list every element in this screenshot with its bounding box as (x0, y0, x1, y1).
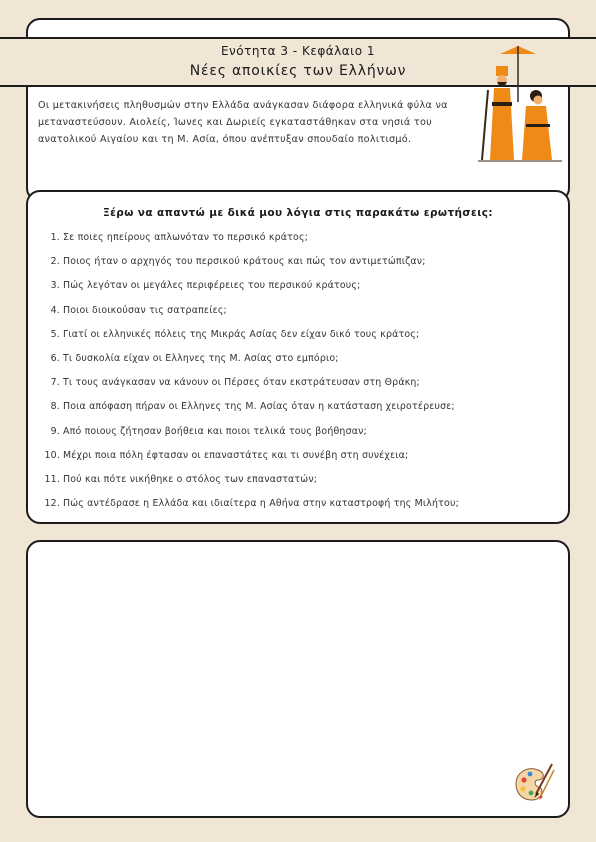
questions-list (40, 232, 560, 522)
question-item: 8. Ποια απόφαση πήραν οι Ελληνες της Μ. Ασίας όταν η κατάσταση χειροτέρευσε; (50, 401, 455, 413)
question-item: 4. Ποιοι διοικούσαν τις σατραπείες; (50, 304, 227, 316)
questions-heading: Ξέρω να απαντώ με δικά μου λόγια στις παρακάτω ερωτήσεις: (103, 207, 493, 219)
question-item: 1. Σε ποιες ηπείρους απλωνόταν το περσικό κράτος; (50, 232, 309, 243)
question-item: 11. Πού και πότε νικήθηκε ο στόλος των επαναστατών; (44, 473, 318, 485)
question-item: 9. Από ποιους ζήτησαν βοήθεια και ποιοι τελικά τους βοήθησαν; (50, 425, 367, 437)
answer-area-card[interactable] (26, 540, 570, 818)
question-item: 7. Τι τους ανάγκασαν να κάνουν οι Πέρσες όταν εκστράτευσαν στη Θράκη; (50, 377, 420, 389)
question-item: 2. Ποιος ήταν ο αρχηγός του περσικού κράτους και πώς τον αντιμετώπιζαν; (50, 256, 426, 268)
question-item: 5. Γιατί οι ελληνικές πόλεις της Μικράς Ασίας δεν είχαν δικό τους κράτος; (50, 328, 420, 340)
question-item: 3. Πώς λεγόταν οι μεγάλες περιφέρειες του περσικού κράτους; (50, 280, 361, 292)
page-title: Νέες αποικίες των Ελλήνων (189, 63, 407, 79)
intro-paragraph: Οι μετακινήσεις πληθυσμών στην Ελλάδα ανάγκασαν διάφορα ελληνικά φύλα να μεταναστεύσουν. Αιολείς, Ίωνες και Δωριείς εγκαταστάθηκαν στα νησιά του ανατολικού Αιγαίου και τη Μ. Ασία, όπου ανέπτυξαν σπουδαίο πολιτισμό. (38, 100, 448, 145)
paint-palette-icon (510, 760, 558, 806)
question-item: 12. Πώς αντέδρασε η Ελλάδα και ιδιαίτερα η Αθήνα στην καταστροφή της Μιλήτου; (44, 498, 459, 510)
persian-figures-illustration (474, 44, 566, 166)
unit-chapter-label: Ενότητα 3 - Κεφάλαιο 1 (220, 44, 376, 58)
question-item: 10. Μέχρι ποια πόλη έφτασαν οι επαναστάτες και τι συνέβη στη συνέχεια; (44, 449, 409, 461)
question-item: 6. Τι δυσκολία είχαν οι Ελληνες της Μ. Ασίας στο εμπόριο; (50, 352, 339, 364)
